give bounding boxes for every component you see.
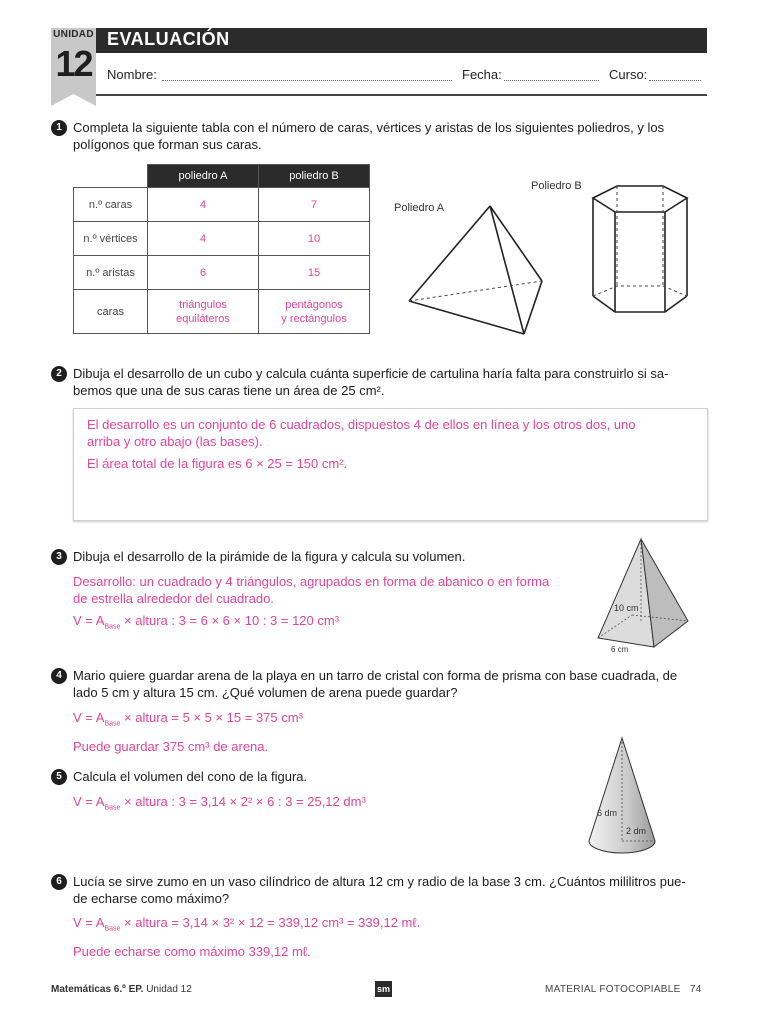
- cell-a: 6: [148, 256, 259, 290]
- cell-b: 15: [259, 256, 370, 290]
- footer-book-title: Matemáticas 6.º EP.: [51, 984, 144, 995]
- answer-2-line-2: arriba y otro abajo (las bases).: [87, 434, 263, 449]
- row-label: n.º caras: [74, 188, 148, 222]
- publisher-logo: sm: [375, 981, 392, 997]
- table-row: [74, 290, 370, 334]
- question-4-text: [73, 667, 713, 701]
- question-2-line-2: bemos que una de sus caras tiene un área de 25 cm².: [73, 383, 385, 398]
- name-field[interactable]: [162, 80, 452, 81]
- pyramid-figure: [592, 535, 692, 653]
- row-label: n.º aristas: [74, 256, 148, 290]
- name-label: Nombre:: [107, 67, 157, 82]
- page-number: 74: [689, 984, 702, 995]
- footer-material: [545, 984, 702, 995]
- answer-5-formula: $V = A_{Base}$ × altura : 3 = 3,14 × 2² × 6 : 3 = 25,12 dm³: [73, 794, 366, 812]
- question-1-line-1: Completa la siguiente tabla con el número de caras, vértices y aristas de los siguientes poliedros, y los: [73, 120, 665, 135]
- table-row: [74, 188, 370, 222]
- question-5-text: Calcula el volumen del cono de la figura.: [73, 769, 308, 784]
- cell-a-line-2: equiláteros: [176, 312, 230, 325]
- cell-b: 10: [259, 222, 370, 256]
- page-title: EVALUACIÓN: [107, 29, 230, 49]
- question-4-line-2: lado 5 cm y altura 15 cm. ¿Qué volumen de arena puede guardar?: [73, 685, 458, 700]
- row-label: n.º vértices: [74, 222, 148, 256]
- date-label: Fecha:: [462, 67, 502, 82]
- pyramid-height-label: 10 cm: [614, 603, 639, 613]
- question-number-1: 1: [51, 120, 67, 136]
- cell-b: [259, 290, 370, 334]
- row-label: caras: [74, 290, 148, 334]
- answer-6-formula: $V = A_{Base}$ × altura = 3,14 × 3² × 12 = 339,12 cm³ = 339,12 mℓ.: [73, 915, 421, 933]
- answer-4-line-2: Puede guardar 375 cm³ de arena.: [73, 738, 269, 754]
- question-1-text: [73, 119, 713, 153]
- polyhedron-a-figure: [400, 200, 550, 340]
- question-5-answer: [73, 793, 573, 817]
- answer-3-line-1: Desarrollo: un cuadrado y 4 triángulos, agrupados en forma de abanico o en forma: [73, 574, 550, 589]
- question-6-answer: [73, 914, 693, 960]
- table-row: [74, 222, 370, 256]
- date-field[interactable]: [504, 80, 599, 81]
- course-label: Curso:: [609, 67, 648, 82]
- answer-2-line-1: El desarrollo es un conjunto de 6 cuadrados, dispuestos 4 de ellos en línea y los otros dos, uno: [87, 417, 636, 432]
- unit-number: 12: [55, 43, 92, 84]
- footer-material-label: MATERIAL FOTOCOPIABLE: [545, 984, 681, 995]
- question-2-answer: [87, 416, 697, 472]
- footer-unit: Unidad 12: [143, 984, 192, 995]
- question-2-text: [73, 365, 713, 399]
- header-rule: [96, 94, 707, 96]
- question-4-answer: [73, 709, 673, 755]
- course-field[interactable]: [649, 80, 701, 81]
- answer-2-line-3: El área total de la figura es 6 × 25 = 150 cm².: [87, 456, 348, 471]
- table-header-a: poliedro A: [148, 165, 259, 188]
- question-4-line-1: Mario quiere guardar arena de la playa en un tarro de cristal con forma de prisma con base cuadrada, de: [73, 668, 678, 683]
- question-number-2: 2: [51, 366, 67, 382]
- question-6-line-2: de echarse como máximo?: [73, 891, 230, 906]
- table-header-b: poliedro B: [259, 165, 370, 188]
- pyramid-base-label: 6 cm: [611, 645, 629, 654]
- cell-b-line-2: y rectángulos: [281, 312, 347, 325]
- cell-b: 7: [259, 188, 370, 222]
- cell-a: 4: [148, 222, 259, 256]
- cell-a: [148, 290, 259, 334]
- question-number-5: 5: [51, 769, 67, 785]
- cell-b-line-1: pentágonos: [285, 298, 343, 311]
- question-1-line-2: polígonos que forman sus caras.: [73, 137, 262, 152]
- polyhedron-a-label: Poliedro A: [394, 202, 445, 214]
- polyhedra-table: [73, 164, 370, 334]
- table-corner: [74, 165, 148, 188]
- cone-height-label: 6 dm: [597, 808, 618, 818]
- answer-3-line-2: de estrella alrededor del cuadrado.: [73, 591, 274, 606]
- answer-3-formula: $V = A_{Base}$ × altura : 3 = 6 × 6 × 10 : 3 = 120 cm³: [73, 613, 340, 631]
- polyhedron-b-label: Poliedro B: [531, 180, 582, 192]
- unit-label: UNIDAD: [53, 29, 94, 40]
- question-2-line-1: Dibuja el desarrollo de un cubo y calcula cuánta superficie de cartulina haría falta para construirlo si sa-: [73, 366, 669, 381]
- cell-a: 4: [148, 188, 259, 222]
- question-number-6: 6: [51, 874, 67, 890]
- polyhedron-b-figure: [585, 178, 695, 318]
- answer-6-line-2: Puede echarse como máximo 339,12 mℓ.: [73, 943, 311, 959]
- footer-book: [51, 984, 192, 995]
- question-number-4: 4: [51, 668, 67, 684]
- cone-figure: [584, 735, 664, 860]
- question-6-line-1: Lucía se sirve zumo en un vaso cilíndrico de altura 12 cm y radio de la base 3 cm. ¿Cuántos mililitros pue-: [73, 874, 686, 889]
- question-6-text: [73, 873, 713, 907]
- table-row: [74, 256, 370, 290]
- answer-4-formula: $V = A_{Base}$ × altura = 5 × 5 × 15 = 375 cm³: [73, 710, 303, 728]
- cone-radius-label: 2 dm: [626, 826, 647, 836]
- question-3-text: Dibuja el desarrollo de la pirámide de la figura y calcula su volumen.: [73, 549, 466, 564]
- cell-a-line-1: triángulos: [179, 298, 227, 311]
- question-number-3: 3: [51, 549, 67, 565]
- question-3-answer: [73, 573, 593, 636]
